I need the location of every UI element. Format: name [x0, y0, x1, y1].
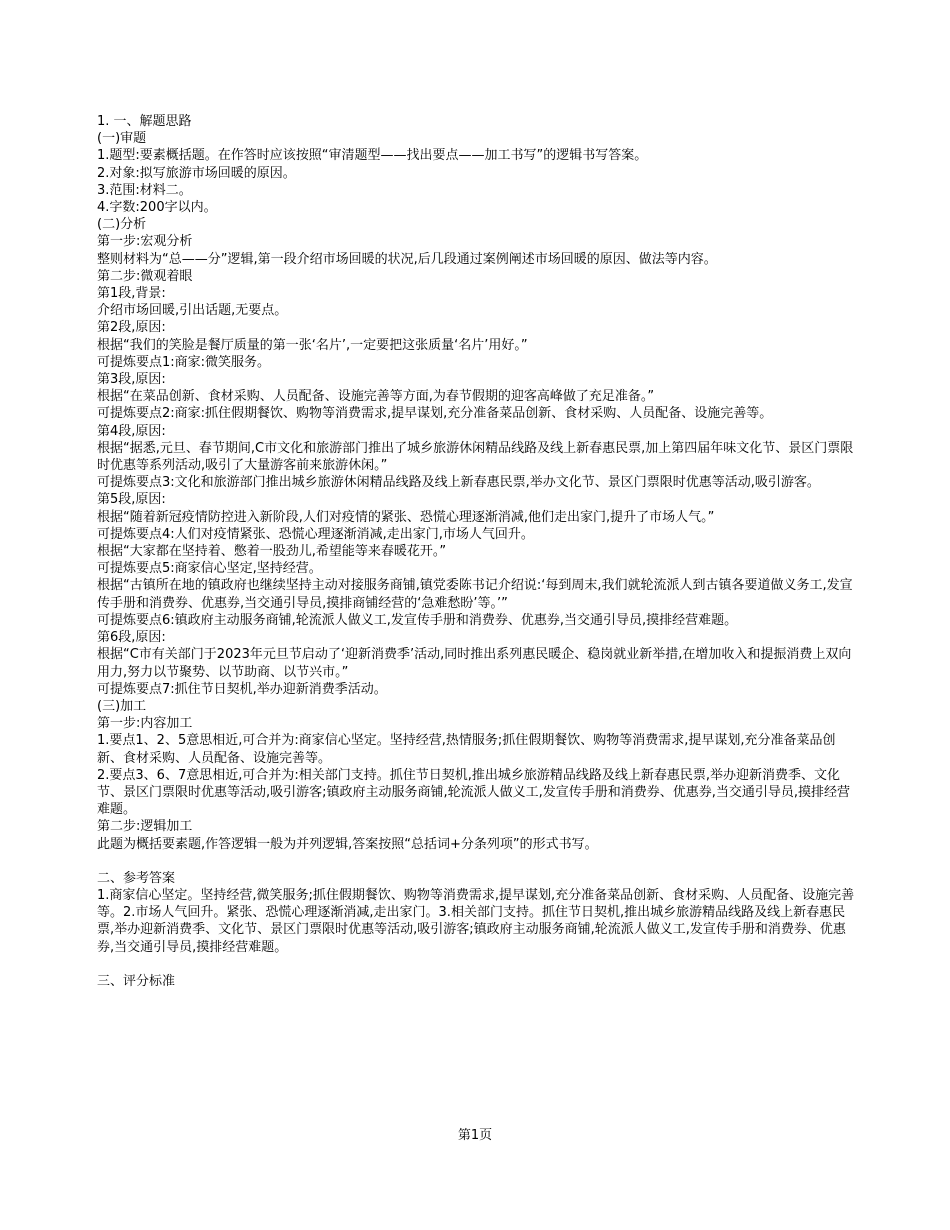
- text-line: 二、参考答案: [97, 870, 176, 886]
- text-line: 根据“我们的笑脸是餐厅质量的第一张‘名片’,一定要把这张质量‘名片’用好。”: [97, 337, 528, 353]
- text-line: 整则材料为“总——分”逻辑,第一段介绍市场回暖的状况,后几段通过案例阐述市场回暖的原因、做法等内容。: [97, 251, 717, 267]
- text-line: 根据“古镇所在地的镇政府也继续坚持主动对接服务商铺,镇党委陈书记介绍说:‘每到周末,我们就轮流派人到古镇各要道做义务工,发宣传手册和消费券、优惠券,当交通引导员,摸排商铺经营的‘急难愁盼’等。’”: [97, 578, 853, 611]
- text-line: 三、评分标准: [97, 973, 176, 989]
- text-line: 1. 一、解题思路: [97, 114, 192, 129]
- text-line: 3.范围:材料二。: [97, 182, 192, 198]
- text-line: 可提炼要点2:商家:抓住假期餐饮、购物等消费需求,提早谋划,充分准备菜品创新、食材采购、人员配备、设施完善等。: [97, 406, 773, 422]
- text-line: 根据“大家都在坚持着、憋着一股劲儿,希望能等来春暖花开。”: [97, 544, 447, 560]
- text-line: 1.要点1、2、5意思相近,可合并为:商家信心坚定。坚持经营,热情服务;抓住假期餐饮、购物等消费需求,提早谋划,充分准备菜品创新、食材采购、人员配备、设施完善等。: [97, 733, 836, 766]
- text-line: 可提炼要点3:文化和旅游部门推出城乡旅游休闲精品线路及线上新春惠民票,举办文化节、景区门票限时优惠等活动,吸引游客。: [97, 475, 820, 491]
- text-line: 根据“随着新冠疫情防控进入新阶段,人们对疫情的紧张、恐慌心理逐渐消减,他们走出家门,提升了市场人气。”: [97, 509, 715, 525]
- text-line: 第一步:宏观分析: [97, 234, 193, 250]
- text-line: 可提炼要点1:商家:微笑服务。: [97, 354, 271, 370]
- text-line: 2.要点3、6、7意思相近,可合并为:相关部门支持。抓住节日契机,推出城乡旅游精品线路及线上新春惠民票,举办迎新消费季、文化节、景区门票限时优惠等活动,吸引游客;镇政府主动服务商铺,轮流派人做义工,发宣传手册和消费券、优惠券,当交通引导员,摸排经营难题。: [97, 767, 851, 818]
- text-line: 此题为概括要素题,作答逻辑一般为并列逻辑,答案按照“总括词+分条列项”的形式书写。: [97, 836, 598, 852]
- text-line: 介绍市场回暖,引出话题,无要点。: [97, 303, 288, 319]
- blank-line: [97, 853, 860, 870]
- text-line: 1.题型:要素概括题。在作答时应该按照“审清题型——找出要点——加工书写”的逻辑书写答案。: [97, 148, 648, 164]
- page-number: 第1页: [457, 1128, 493, 1143]
- text-line: 根据“C市有关部门于2023年元旦节启动了‘迎新消费季’活动,同时推出系列惠民暖企、稳岗就业新举措,在增加收入和提振消费上双向用力,努力以节聚势、以节助商、以节兴市。”: [97, 647, 852, 680]
- text-line: 可提炼要点5:商家信心坚定,坚持经营。: [97, 561, 322, 577]
- text-line: 可提炼要点6:镇政府主动服务商铺,轮流派人做义工,发宣传手册和消费券、优惠券,当交通引导员,摸排经营难题。: [97, 612, 738, 628]
- text-line: 第1段,背景:: [97, 286, 166, 302]
- text-line: 可提炼要点4:人们对疫情紧张、恐慌心理逐渐消减,走出家门,市场人气回升。: [97, 526, 534, 542]
- text-line: (一)审题: [97, 131, 147, 147]
- text-line: 第6段,原因:: [97, 630, 166, 646]
- text-line: 可提炼要点7:抓住节日契机,举办迎新消费季活动。: [97, 681, 387, 697]
- text-line: 1.商家信心坚定。坚持经营,微笑服务;抓住假期餐饮、购物等消费需求,提早谋划,充分准备菜品创新、食材采购、人员配备、设施完善等。2.市场人气回升。紧张、恐慌心理逐渐消减,走出家门。3.相关部门支持。抓住节日契机,推出城乡旅游精品线路及线上新春惠民票,举办迎新消费季、文化节、景区门票限时优惠等活动,吸引游客;镇政府主动服务商铺,轮流派人做义工,发宣传手册和消费券、优惠券,当交通引导员,摸排经营难题。: [97, 887, 855, 955]
- text-line: 第3段,原因:: [97, 372, 166, 388]
- text-line: (二)分析: [97, 217, 147, 233]
- document-body: [97, 113, 860, 990]
- text-line: 4.字数:200字以内。: [97, 200, 217, 216]
- text-line: 2.对象:拟写旅游市场回暖的原因。: [97, 165, 296, 181]
- blank-line: [97, 956, 860, 973]
- text-line: 第一步:内容加工: [97, 716, 193, 732]
- text-line: (三)加工: [97, 698, 147, 714]
- text-line: 根据“据悉,元旦、春节期间,C市文化和旅游部门推出了城乡旅游休闲精品线路及线上新春惠民票,加上第四届年味文化节、景区门票限时优惠等系列活动,吸引了大量游客前来旅游休闲。”: [97, 440, 854, 474]
- text-line: 第二步:微观着眼: [97, 268, 193, 284]
- text-line: 第4段,原因:: [97, 423, 166, 439]
- text-line: 根据“在菜品创新、食材采购、人员配备、设施完善等方面,为春节假期的迎客高峰做了充足准备。”: [97, 389, 655, 405]
- text-line: 第5段,原因:: [97, 492, 166, 508]
- text-line: 第2段,原因:: [97, 320, 166, 336]
- text-line: 第二步:逻辑加工: [97, 819, 193, 835]
